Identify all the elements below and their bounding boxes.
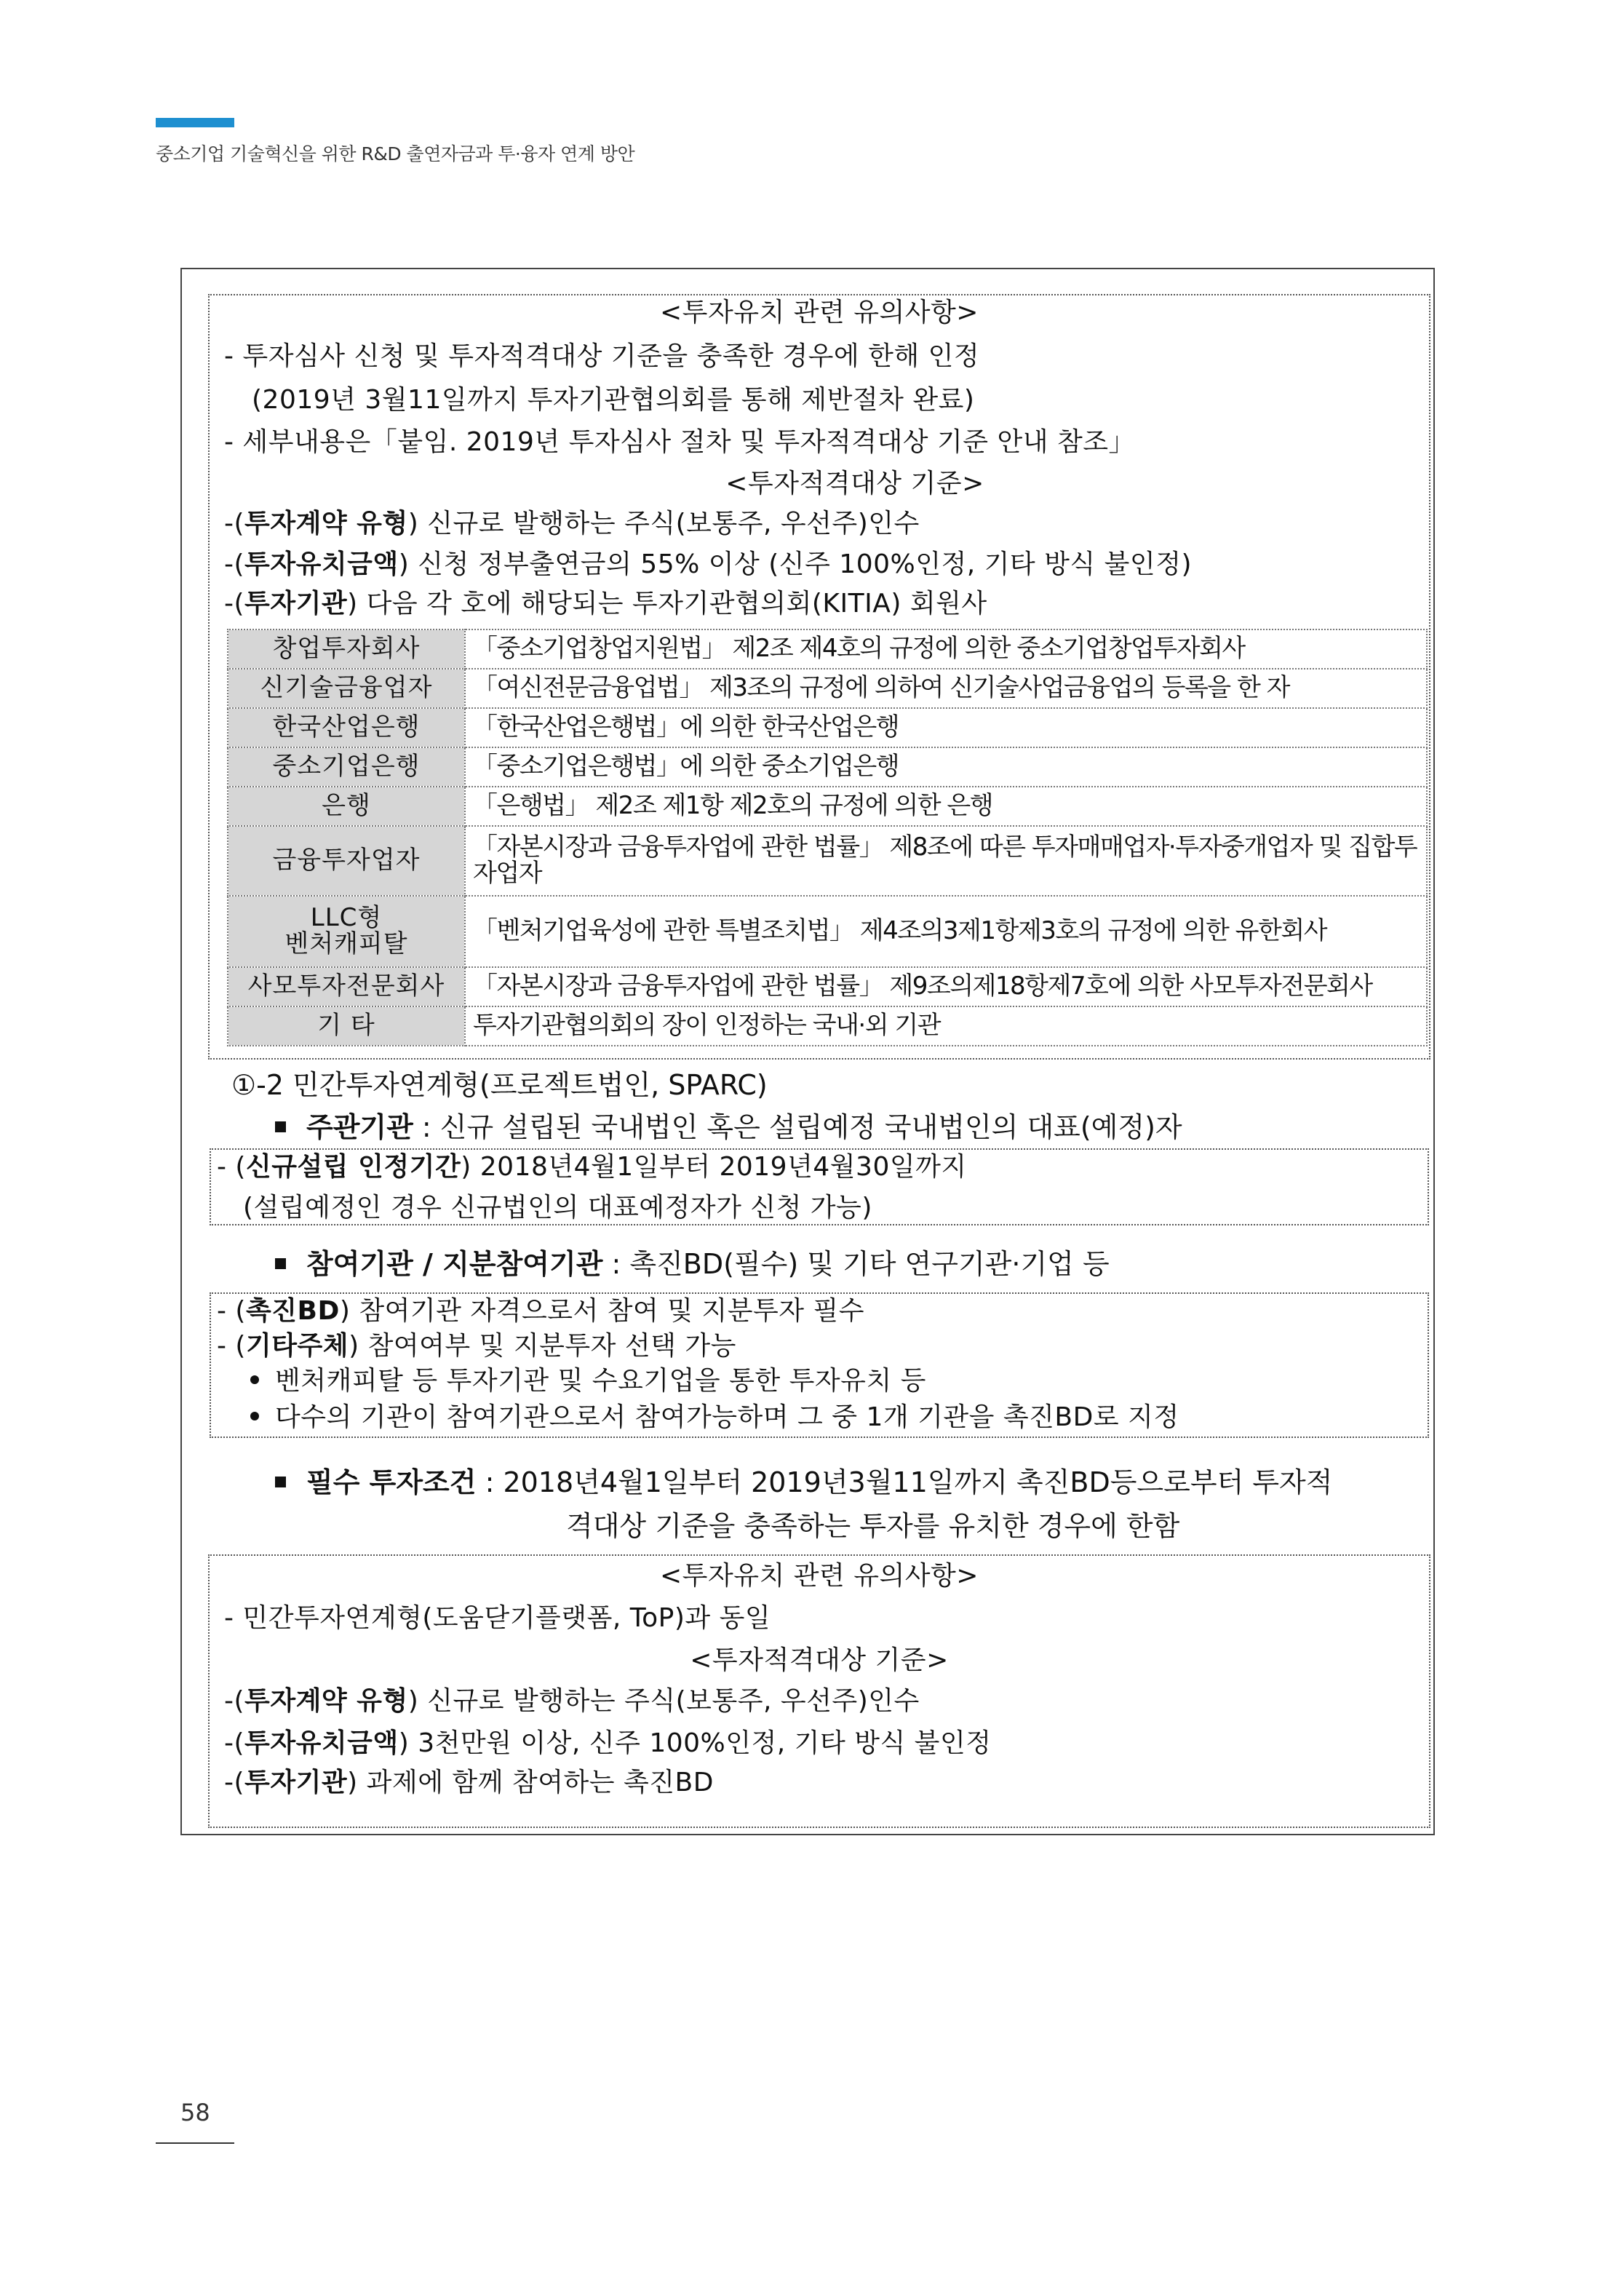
footer-rule	[156, 2142, 234, 2144]
table-cell-type: 기 타	[228, 1006, 465, 1046]
table-row	[228, 708, 1427, 747]
table-cell-basis: 투자기관협의회의 장이 인정하는 국내·외 기관	[465, 1006, 1427, 1046]
table-cell-basis: 「한국산업은행법」에 의한 한국산업은행	[465, 708, 1427, 747]
box1-subtitle: <투자적격대상 기준>	[725, 469, 984, 498]
participant-line	[275, 1241, 1110, 1281]
type-line-1: LLC형	[310, 903, 383, 933]
host-text: : 신규 설립된 국내법인 혹은 설립예정 국내법인의 대표(예정)자	[413, 1111, 1182, 1143]
table-cell-basis: 「은행법」 제2조 제1항 제2호의 규정에 의한 은행	[465, 787, 1427, 826]
criterion-3-text: 과제에 함께 참여하는 촉진BD	[366, 1768, 714, 1797]
criterion-2-text: 3천만원 이상, 신주 100%인정, 기타 방식 불인정	[418, 1728, 992, 1758]
required-investment-line-2: 격대상 기준을 충족하는 투자를 유치한 경우에 한함	[566, 1510, 1180, 1542]
box3-b-text: 참여여부 및 지분투자 선택 가능	[359, 1331, 736, 1361]
host-label: 주관기관	[306, 1111, 413, 1143]
table-cell-type: 한국산업은행	[228, 708, 465, 747]
box1-criterion-3: -(투자기관) 다음 각 호에 해당되는 투자기관협의회(KITIA) 회원사	[224, 589, 987, 619]
box4-criterion-3: -(투자기관) 과제에 함께 참여하는 촉진BD	[224, 1768, 714, 1797]
criterion-2-text: 신청 정부출연금의 55% 이상 (신주 100%인정, 기타 방식 불인정)	[418, 549, 1193, 579]
box3-line1: - (촉진BD) 참여기관 자격으로서 참여 및 지분투자 필수	[217, 1296, 865, 1326]
page-number: 58	[180, 2099, 210, 2126]
table-row	[228, 787, 1427, 826]
dot-item-text: 다수의 기관이 참여기관으로서 참여가능하며 그 중 1개 기관을 촉진BD로 지정	[275, 1402, 1179, 1432]
square-bullet-icon	[275, 1258, 286, 1269]
table-row	[228, 747, 1427, 787]
host-institution-line	[275, 1105, 1182, 1145]
box1-line2: (2019년 3월11일까지 투자기관협의회를 통해 제반절차 완료)	[252, 385, 975, 415]
square-bullet-icon	[275, 1477, 286, 1487]
box1-line3: - 세부내용은「붙임. 2019년 투자심사 절차 및 투자적격대상 기준 안내 참조」	[224, 427, 1135, 457]
required-label: 필수 투자조건	[306, 1466, 477, 1498]
box3-dot-item-2	[250, 1403, 1179, 1432]
criterion-1-text: 신규로 발행하는 주식(보통주, 우선주)인수	[427, 509, 920, 539]
table-cell-basis: 「중소기업은행법」에 의한 중소기업은행	[465, 747, 1427, 787]
box1-criterion-2: -(투자유치금액) 신청 정부출연금의 55% 이상 (신주 100%인정, 기타 방식 불인정)	[224, 549, 1193, 579]
box4-criterion-2: -(투자유치금액) 3천만원 이상, 신주 100%인정, 기타 방식 불인정	[224, 1728, 992, 1758]
box2-label: 신규설립 인정기간	[245, 1152, 461, 1182]
box4-subtitle: <투자적격대상 기준>	[690, 1645, 949, 1675]
box4-criterion-1: -(투자계약 유형) 신규로 발행하는 주식(보통주, 우선주)인수	[224, 1686, 920, 1716]
running-header: 중소기업 기술혁신을 위한 R&D 출연자금과 투·융자 연계 방안	[156, 143, 635, 164]
criterion-2-label: 투자유치금액	[244, 1728, 399, 1758]
table-cell-basis: 「자본시장과 금융투자업에 관한 법률」 제8조에 따른 투자매매업자·투자중개업자 및 집합투자업자	[465, 826, 1427, 896]
criterion-3-label: 투자기관	[244, 589, 348, 619]
box4-title: <투자유치 관련 유의사항>	[660, 1561, 979, 1591]
box3-b-label: 기타주체	[245, 1331, 349, 1361]
square-bullet-icon	[275, 1121, 286, 1132]
table-cell-type: 은행	[228, 787, 465, 826]
box3-dot-item-1	[250, 1367, 926, 1396]
table-cell-type: 사모투자전문회사	[228, 967, 465, 1006]
section-title: ①-2 민간투자연계형(프로젝트법인, SPARC)	[231, 1069, 768, 1101]
criterion-3-text: 다음 각 호에 해당되는 투자기관협의회(KITIA) 회원사	[366, 589, 987, 619]
table-cell-basis: 「중소기업창업지원법」 제2조 제4호의 규정에 의한 중소기업창업투자회사	[465, 629, 1427, 669]
table-cell-basis: 「여신전문금융업법」 제3조의 규정에 의하여 신기술사업금융업의 등록을 한 자	[465, 669, 1427, 708]
box3-a-label: 촉진BD	[245, 1296, 340, 1326]
box1-criterion-1: -(투자계약 유형) 신규로 발행하는 주식(보통주, 우선주)인수	[224, 509, 920, 539]
box4-line1: - 민간투자연계형(도움닫기플랫폼, ToP)과 동일	[224, 1603, 771, 1633]
table-cell-type: 신기술금융업자	[228, 669, 465, 708]
required-investment-line	[275, 1460, 1332, 1500]
box2-line2: (설립예정인 경우 신규법인의 대표예정자가 신청 가능)	[243, 1193, 872, 1223]
type-line-2: 벤처캐피탈	[284, 929, 408, 958]
table-cell-type	[228, 896, 465, 967]
table-cell-basis: 「자본시장과 금융투자업에 관한 법률」 제9조의제18항제7호에 의한 사모투자전문회사	[465, 967, 1427, 1006]
table-row	[228, 826, 1427, 896]
investor-institution-table	[227, 629, 1428, 1046]
box3-line2: - (기타주체) 참여여부 및 지분투자 선택 가능	[217, 1331, 736, 1361]
participant-text: : 촉진BD(필수) 및 기타 연구기관·기업 등	[602, 1248, 1110, 1280]
table-row	[228, 896, 1427, 967]
table-cell-type: 창업투자회사	[228, 629, 465, 669]
box2-line1: - (신규설립 인정기간) 2018년4월1일부터 2019년4월30일까지	[217, 1152, 967, 1182]
table-cell-type: 금융투자업자	[228, 826, 465, 896]
criterion-2-label: 투자유치금액	[244, 549, 399, 579]
participant-label: 참여기관 / 지분참여기관	[306, 1248, 603, 1280]
required-text: : 2018년4월1일부터 2019년3월11일까지 촉진BD등으로부터 투자적	[476, 1466, 1333, 1498]
criterion-1-label: 투자계약 유형	[244, 509, 408, 539]
table-cell-type: 중소기업은행	[228, 747, 465, 787]
dot-item-text: 벤처캐피탈 등 투자기관 및 수요기업을 통한 투자유치 등	[275, 1366, 926, 1396]
table-row	[228, 629, 1427, 669]
table-row	[228, 1006, 1427, 1046]
criterion-1-label: 투자계약 유형	[244, 1686, 408, 1716]
criterion-1-text: 신규로 발행하는 주식(보통주, 우선주)인수	[427, 1686, 920, 1716]
box2-text: 2018년4월1일부터 2019년4월30일까지	[471, 1152, 967, 1182]
table-row	[228, 669, 1427, 708]
dot-bullet-icon	[250, 1412, 259, 1420]
header-accent-bar	[156, 118, 234, 127]
dot-bullet-icon	[250, 1375, 259, 1384]
box3-a-text: 참여기관 자격으로서 참여 및 지분투자 필수	[350, 1296, 865, 1326]
box1-title: <투자유치 관련 유의사항>	[660, 298, 979, 327]
criterion-3-label: 투자기관	[244, 1768, 348, 1797]
box1-line1: - 투자심사 신청 및 투자적격대상 기준을 충족한 경우에 한해 인정	[224, 341, 980, 371]
table-row	[228, 967, 1427, 1006]
table-cell-basis: 「벤처기업육성에 관한 특별조치법」 제4조의3제1항제3호의 규정에 의한 유한회사	[465, 896, 1427, 967]
